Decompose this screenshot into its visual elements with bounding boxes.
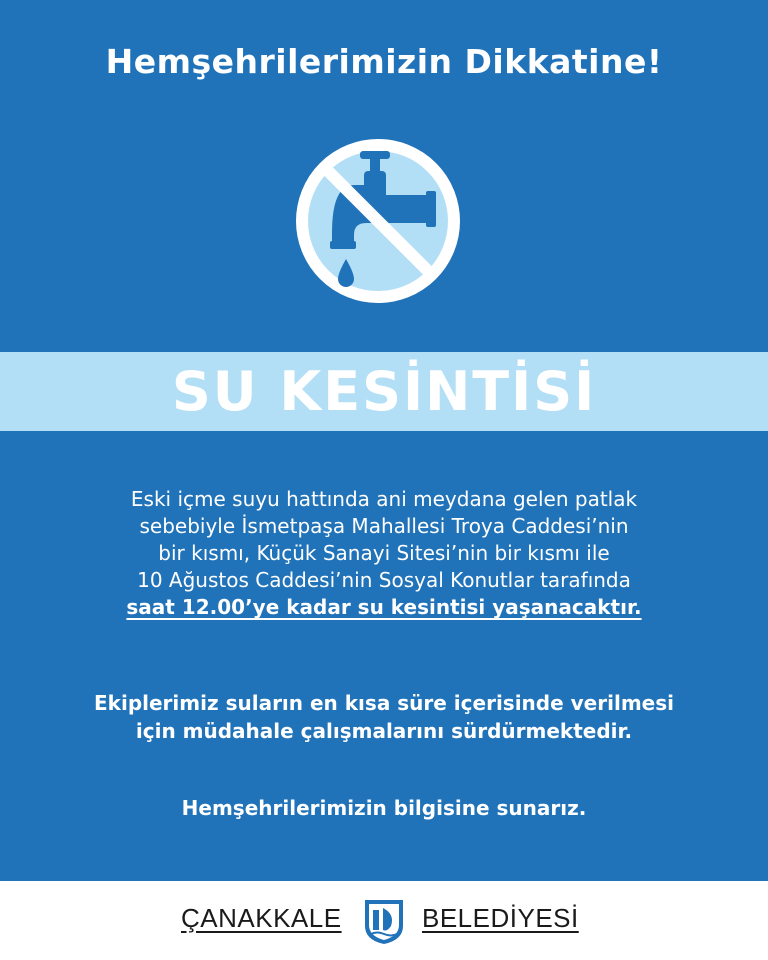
headline: Hemşehrilerimizin Dikkatine! [105,42,663,81]
crew-statement [30,689,738,745]
crew-line: Ekiplerimiz suların en kısa süre içerisinde verilmesi [94,691,674,715]
top-panel [0,0,768,352]
closing-line: Hemşehrilerimizin bilgisine sunarız. [181,796,587,820]
banner-title: SU KESİNTİSİ [171,360,597,423]
no-water-tap-icon [294,137,462,305]
footer [0,881,768,960]
notice-line: sebebiyle İsmetpaşa Mahallesi Troya Caddesi’nin [139,514,629,538]
notice-line: Eski içme suyu hattında ani meydana gelen patlak [130,487,638,511]
footer-municipality: BELEDİYESİ [422,903,579,933]
notice-body [40,486,728,621]
notice-emphasis: saat 12.00’ye kadar su kesintisi yaşanacaktır. [126,595,642,619]
crew-line: için müdahale çalışmalarını sürdürmektedir. [135,719,633,743]
title-banner [0,352,768,431]
notice-line: bir kısmı, Küçük Sanayi Sitesi’nin bir kısmı ile [158,541,610,565]
notice-line: 10 Ağustos Caddesi’nin Sosyal Konutlar tarafında [137,568,631,592]
notice-panel [0,431,768,881]
municipality-logo [361,896,407,946]
footer-city: ÇANAKKALE [181,903,342,933]
